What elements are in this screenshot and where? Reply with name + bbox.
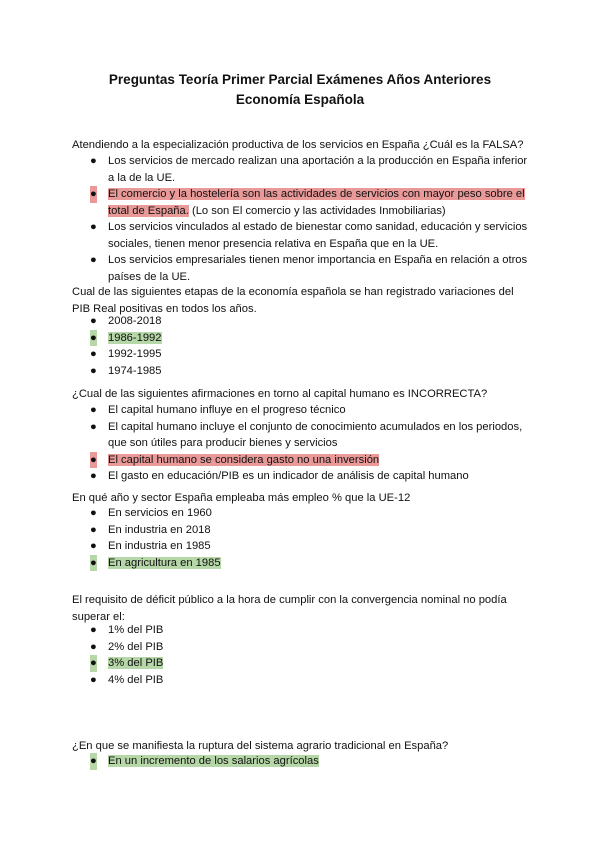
bullet-icon: ● — [90, 452, 97, 469]
option-text: El capital humano influye en el progreso técnico — [108, 404, 346, 416]
bullet-icon: ● — [90, 364, 97, 377]
list-item — [88, 313, 528, 330]
bullet-icon: ● — [90, 186, 97, 203]
option-text: Los servicios empresariales tienen menor importancia en España en relación a otros — [108, 254, 528, 266]
option-text: 2% del PIB — [108, 640, 164, 653]
list-item — [88, 655, 528, 672]
bullet-icon: ● — [90, 155, 97, 167]
bullet-icon: ● — [90, 555, 97, 572]
option-text: países de la UE. — [108, 270, 191, 283]
option-text: que son útiles para producir bienes y servicios — [108, 437, 338, 449]
list-item — [88, 753, 528, 770]
page-subtitle: Economía Española — [235, 92, 365, 107]
question-text: superar el: — [72, 610, 125, 623]
question-3: ¿Cual de las siguientes afirmaciones en torno al capital humano es INCORRECTA? — [72, 388, 488, 400]
option-text-correct: 1986-1992 — [108, 331, 162, 344]
list-item — [88, 468, 528, 485]
list-item — [88, 330, 528, 347]
question-1: Atendiendo a la especialización productiva de los servicios en España ¿Cuál es la FALSA? — [72, 139, 524, 151]
list-item — [88, 419, 528, 452]
list-item — [88, 672, 528, 689]
option-text: sociales, tienen menor presencia relativa en España que en la UE. — [108, 237, 439, 250]
option-text: a la de la UE. — [108, 171, 176, 184]
list-item — [88, 555, 528, 572]
question-4-options — [88, 505, 528, 571]
page-title: Preguntas Teoría Primer Parcial Exámenes Años Anteriores — [108, 72, 492, 87]
bullet-icon: ● — [90, 470, 97, 482]
option-text-highlighted: total de España. — [108, 204, 189, 217]
bullet-icon: ● — [90, 673, 97, 686]
option-text: 4% del PIB — [108, 673, 164, 686]
question-2-options — [88, 313, 528, 379]
bullet-icon: ● — [90, 655, 97, 672]
list-item — [88, 346, 528, 363]
question-text: PIB Real positivas en todos los años. — [72, 302, 257, 315]
question-5 — [72, 592, 532, 625]
bullet-icon: ● — [90, 348, 97, 360]
question-1-options — [88, 153, 528, 285]
question-6: ¿En que se manifiesta la ruptura del sistema agrario tradicional en España? — [72, 740, 449, 752]
list-item — [88, 505, 528, 522]
list-item — [88, 219, 528, 252]
question-5-options — [88, 622, 528, 688]
option-text-correct: En agricultura en 1985 — [108, 556, 221, 569]
bullet-icon: ● — [90, 624, 97, 636]
option-text: El capital humano incluye el conjunto de conocimiento acumulados en los periodos, — [108, 420, 523, 433]
list-item — [88, 402, 528, 419]
bullet-icon: ● — [90, 640, 97, 653]
bullet-icon: ● — [90, 254, 97, 266]
option-text-highlighted: El comercio y la hostelería son las actividades de servicios con mayor peso sobre el — [108, 188, 525, 200]
option-note: (Lo son El comercio y las actividades Inmobiliarias) — [188, 204, 446, 217]
bullet-icon: ● — [90, 404, 97, 416]
option-text: Los servicios vinculados al estado de bienestar como sanidad, educación y servicios — [108, 221, 528, 233]
option-text: En servicios en 1960 — [108, 507, 212, 519]
option-text: 1% del PIB — [108, 624, 164, 636]
list-item — [88, 622, 528, 639]
bullet-icon: ● — [90, 315, 97, 327]
list-item — [88, 363, 528, 380]
option-text: En industria en 1985 — [108, 540, 211, 552]
option-text: 1992-1995 — [108, 348, 162, 360]
list-item — [88, 522, 528, 539]
list-item — [88, 252, 528, 285]
bullet-icon: ● — [90, 420, 97, 433]
option-text: En industria en 2018 — [108, 523, 211, 536]
list-item — [88, 452, 528, 469]
bullet-icon: ● — [90, 221, 97, 233]
bullet-icon: ● — [90, 753, 97, 770]
option-text: 1974-1985 — [108, 364, 162, 377]
question-3-options — [88, 402, 528, 485]
option-text-highlighted: El capital humano se considera gasto no una inversión — [108, 453, 380, 466]
list-item — [88, 186, 528, 219]
bullet-icon: ● — [90, 507, 97, 519]
list-item — [88, 153, 528, 186]
list-item — [88, 538, 528, 555]
bullet-icon: ● — [90, 330, 97, 347]
bullet-icon: ● — [90, 523, 97, 536]
bullet-icon: ● — [90, 540, 97, 552]
question-text: Cual de las siguientes etapas de la economía española se han registrado variaciones del — [72, 286, 514, 298]
list-item — [88, 639, 528, 656]
question-text: El requisito de déficit público a la hora de cumplir con la convergencia nominal no podía — [72, 594, 507, 606]
question-4: En qué año y sector España empleaba más empleo % que la UE-12 — [72, 492, 411, 504]
option-text-correct: En un incremento de los salarios agrícolas — [108, 755, 319, 767]
option-text: 2008-2018 — [108, 315, 162, 327]
option-text: Los servicios de mercado realizan una aportación a la producción en España inferior — [108, 155, 528, 167]
option-text-correct: 3% del PIB — [108, 657, 164, 669]
option-text: El gasto en educación/PIB es un indicador de análisis de capital humano — [108, 470, 469, 482]
question-6-options — [88, 753, 528, 770]
